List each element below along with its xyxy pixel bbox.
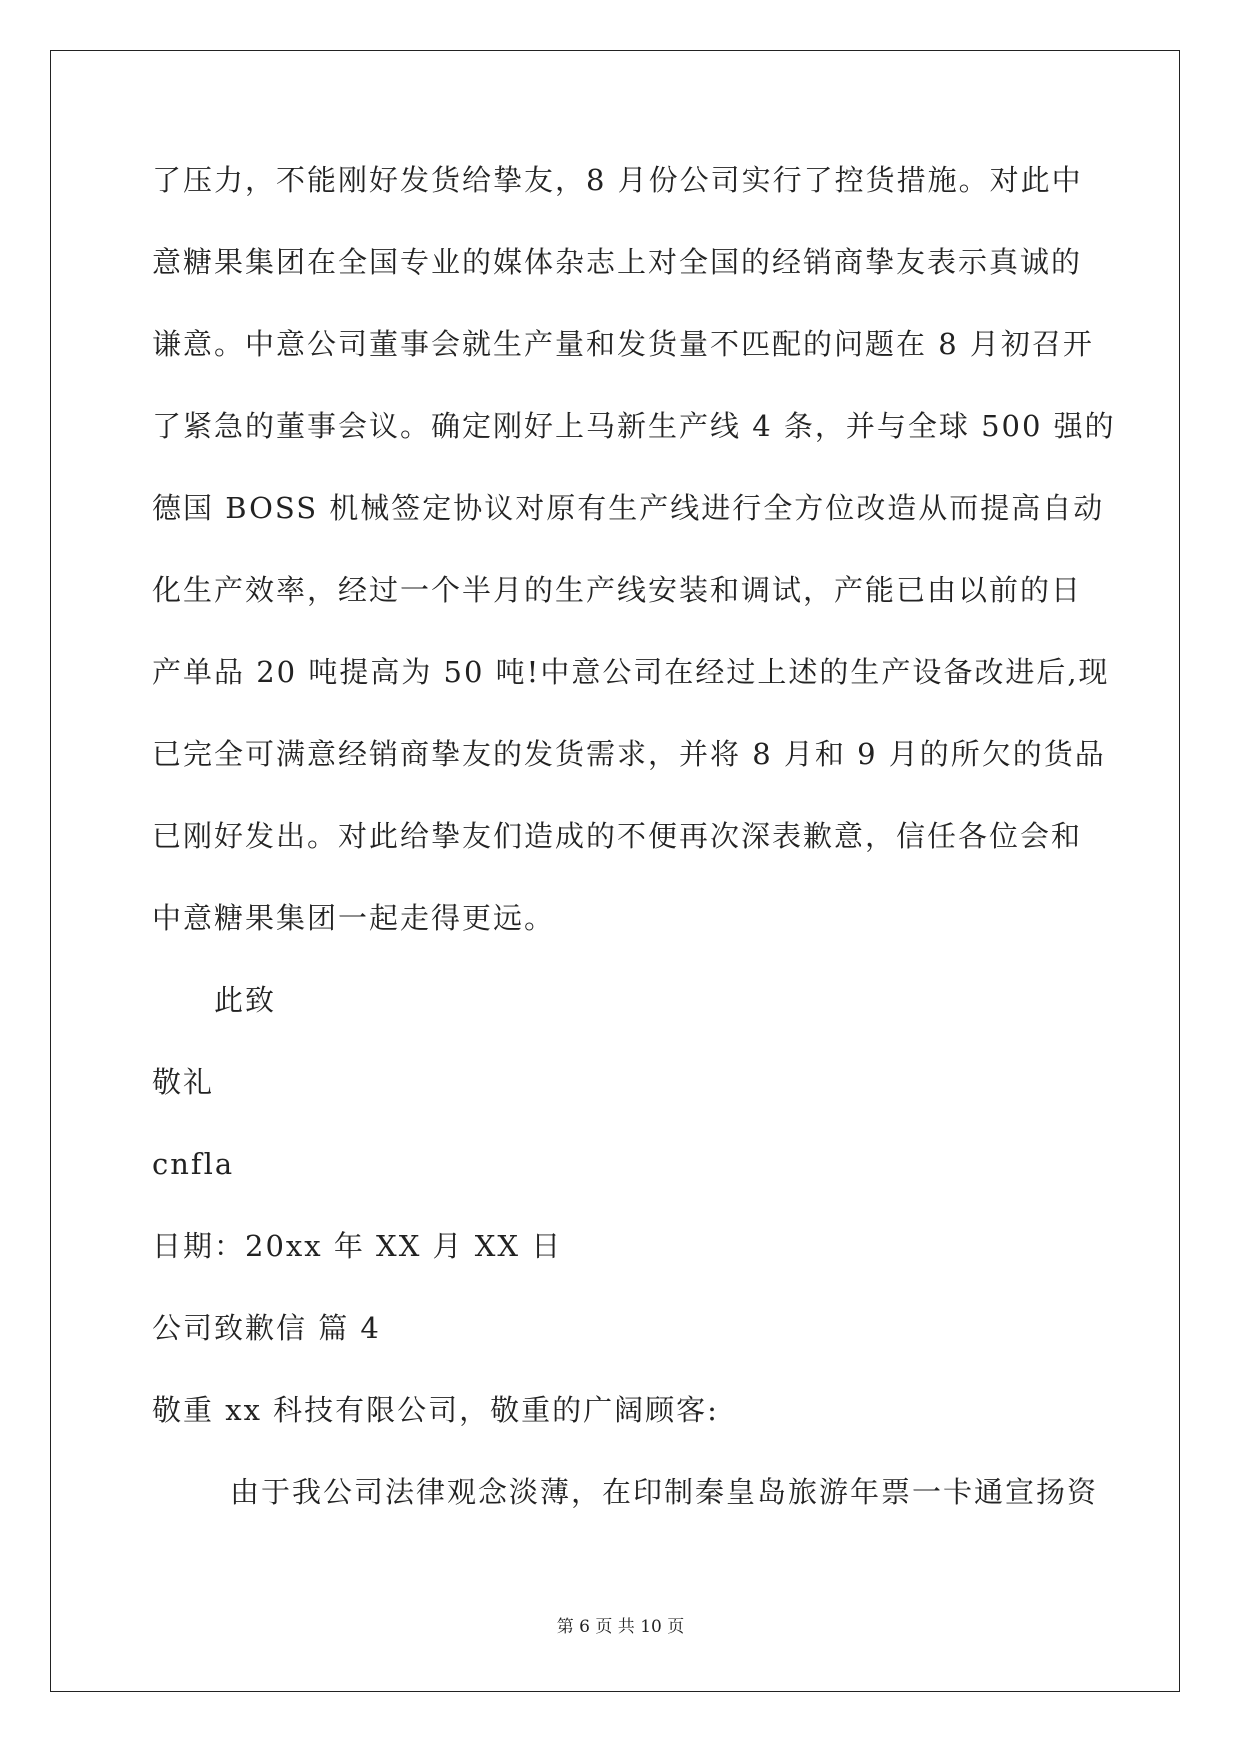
body-line-7: 产单品 20 吨提高为 50 吨!中意公司在经过上述的生产设备改进后,现 — [152, 655, 1110, 689]
date-line: 日期：20xx 年 XX 月 XX 日 — [152, 1229, 563, 1263]
body-line-2: 意糖果集团在全国专业的媒体杂志上对全国的经销商挚友表示真诚的 — [152, 245, 1083, 279]
body-line-1: 了压力，不能刚好发货给挚友，8 月份公司实行了控货措施。对此中 — [152, 163, 1083, 197]
greeting-line: 敬重 xx 科技有限公司，敬重的广阔顾客: — [152, 1393, 719, 1427]
page-footer: 第 6 页 共 10 页 — [556, 1617, 685, 1637]
body-line-8: 已完全可满意经销商挚友的发货需求，并将 8 月和 9 月的所欠的货品 — [152, 737, 1106, 771]
body-line-3: 谦意。中意公司董事会就生产量和发货量不匹配的问题在 8 月初召开 — [152, 327, 1094, 361]
section-heading: 公司致歉信 篇 4 — [152, 1311, 381, 1345]
body-line-10: 中意糖果集团一起走得更远。 — [152, 901, 556, 935]
body-line-4: 了紧急的董事会议。确定刚好上马新生产线 4 条，并与全球 500 强的 — [152, 409, 1116, 443]
signature: cnfla — [152, 1147, 235, 1181]
body-line-9: 已刚好发出。对此给挚友们造成的不便再次深表歉意，信任各位会和 — [152, 819, 1083, 853]
body-line-6: 化生产效率，经过一个半月的生产线安装和调试，产能已由以前的日 — [152, 573, 1083, 607]
body-line-5: 德国 BOSS 机械签定协议对原有生产线进行全方位改造从而提高自动 — [152, 491, 1105, 525]
paragraph-start: 由于我公司法律观念淡薄，在印制秦皇岛旅游年票一卡通宣扬资 — [230, 1475, 1099, 1509]
document-body — [152, 160, 1116, 1554]
salute-text: 敬礼 — [152, 1065, 215, 1099]
closing-text: 此致 — [214, 983, 277, 1017]
